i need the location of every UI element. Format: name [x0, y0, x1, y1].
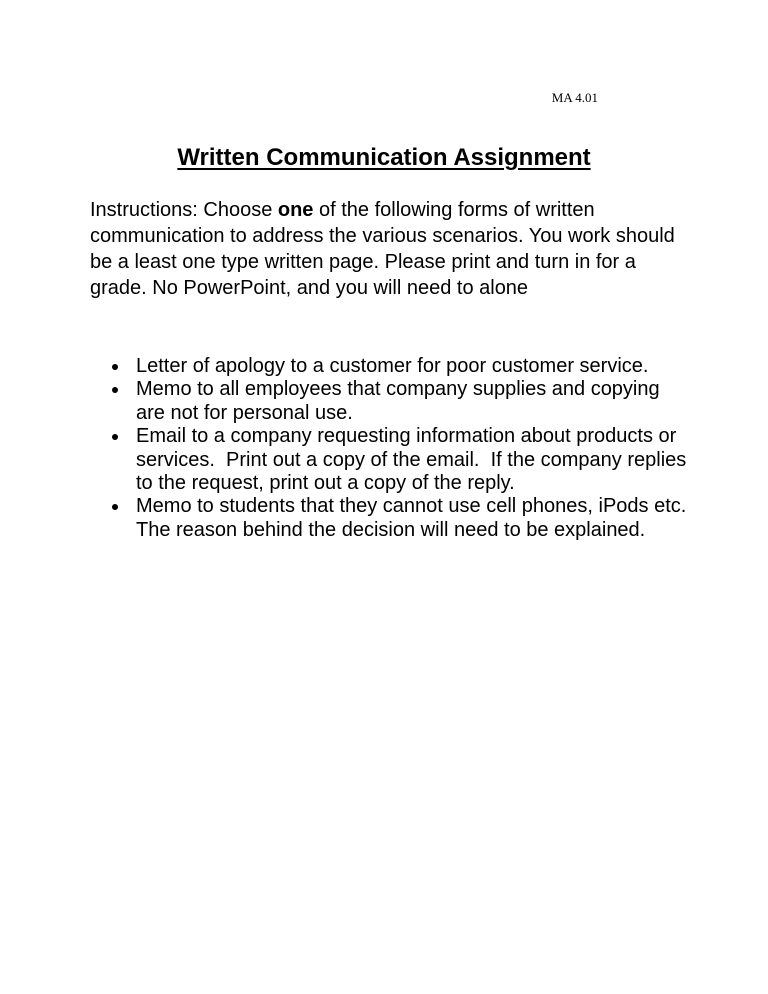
option-text: Memo to all employees that company supplies and copying are not for personal use. — [136, 378, 660, 424]
bullet-icon — [112, 364, 118, 370]
list-item — [90, 425, 690, 495]
instructions-prefix: Instructions: Choose — [90, 199, 278, 221]
bullet-icon — [112, 434, 118, 440]
option-text: Email to a company requesting information about products or services. Print out a copy of the email. If the company replies to the request, print out a copy of the reply. — [136, 425, 692, 495]
course-code: MA 4.01 — [551, 90, 598, 105]
options-list — [90, 355, 690, 542]
document-title: Written Communication Assignment — [177, 144, 591, 171]
option-text: Memo to students that they cannot use cell phones, iPods etc. The reason behind the decision will need to be explained. — [136, 495, 687, 541]
bullet-icon — [112, 504, 118, 510]
option-text: Letter of apology to a customer for poor customer service. — [136, 355, 649, 377]
list-item — [90, 495, 690, 542]
list-item — [90, 355, 690, 378]
instructions-paragraph — [90, 197, 680, 301]
list-item — [90, 378, 690, 425]
instructions-suffix: of the following forms of written communication to address the various scenarios. You work should be a least one type written page. Please print and turn in for a grade. No PowerPoint, and you will need to alone — [90, 199, 675, 299]
bullet-icon — [112, 387, 118, 393]
instructions-emphasis: one — [277, 199, 314, 221]
